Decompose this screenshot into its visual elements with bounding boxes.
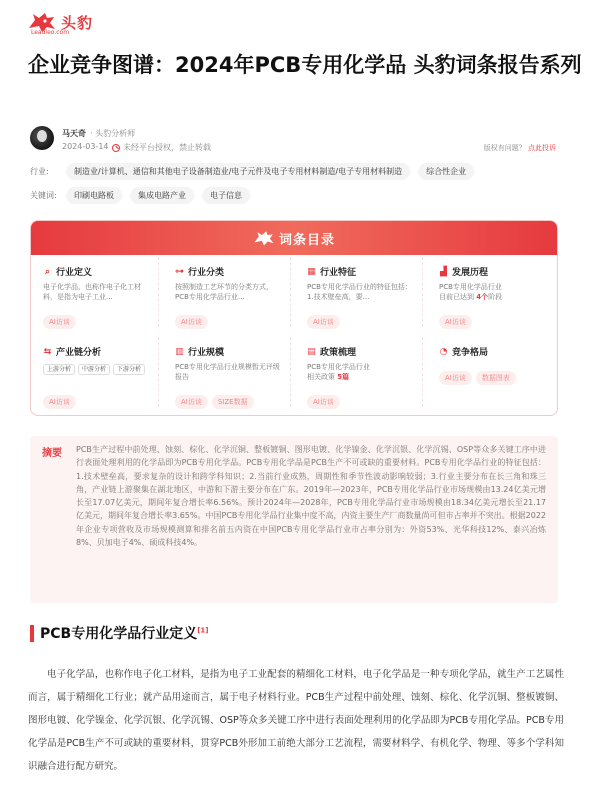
ai-interview-chip[interactable]: AI访谈 [439, 371, 472, 385]
industry-tag[interactable]: 综合性企业 [418, 163, 474, 180]
catalog-item-history[interactable] [427, 257, 555, 327]
history-stage-count: 4个 [476, 293, 489, 301]
history-desc-pre: PCB专用化学品行业 目前已达到 [439, 283, 502, 301]
section-accent-bar [30, 625, 34, 642]
abstract-label: 摘要 [42, 448, 62, 459]
catalog-item-desc [439, 282, 547, 302]
page-title: 企业竞争图谱：2024年PCB专用化学品 头豹词条报告系列 [28, 53, 582, 77]
catalog-item-title: 行业规模 [188, 348, 225, 358]
catalog-item-title: 行业特征 [320, 268, 357, 278]
catalog-item-policy[interactable] [295, 337, 423, 407]
chain-icon: ⇆ [43, 346, 52, 357]
copyright-question: 版权有问题？ [483, 144, 526, 152]
policy-icon: ▤ [307, 346, 316, 357]
industry-label: 行业: [30, 167, 49, 176]
pie-icon: ◔ [439, 346, 448, 357]
catalog-item-scale[interactable] [163, 337, 291, 407]
leopard-logo-icon [253, 229, 275, 247]
catalog-item-desc: PCB专用化学品行业的特征包括：1.技术壁垒高，要... [307, 283, 412, 301]
keyword-tag[interactable]: 集成电路产业 [130, 187, 194, 204]
ai-interview-chip[interactable]: AI访谈 [43, 315, 76, 329]
upstream-chip[interactable]: 上游分析 [43, 364, 75, 375]
catalog-item-desc [307, 362, 415, 382]
complaint-link[interactable]: 点此投诉 [528, 144, 556, 152]
catalog-item-title: 竞争格局 [452, 348, 489, 358]
catalog-item-classification[interactable] [163, 257, 291, 327]
grid-icon: ▦ [307, 266, 316, 277]
author-name[interactable]: 马天奇 [62, 129, 86, 138]
keyword-tags [30, 187, 258, 204]
section-body: 电子化学品，也称作电子化工材料，是指为电子工业配套的精细化工材料，电子化学品是一种专项化学品，就生产工艺属性而言，属于精细化工行业；就产品用途而言，属于电子材料行业。PCB生产过程中前处理、蚀刻、棕化、化学沉铜、整板镀铜、图形电镀、化学镍金、化学沉银、化学沉锡、OSP等众多关键工序中进行表面处理利用的化学品即为PCB专用化学品。PCB专用化学品是PCB生产不可或缺的重要材料，贯穿PCB外形加工前绝大部分工艺流程，需要材料学、有机化学、物理、等多个学科知识融合进行配方研究。 [28, 669, 564, 772]
keyword-tag[interactable]: 电子信息 [202, 187, 250, 204]
data-chart-chip[interactable]: 数据图表 [476, 371, 516, 385]
history-desc-post: 阶段 [488, 293, 503, 301]
catalog-item-title: 发展历程 [452, 268, 489, 278]
size-data-chip[interactable]: SIZE数据 [212, 395, 254, 409]
catalog-header [31, 221, 557, 255]
reprint-notice [112, 142, 211, 153]
industry-tags [30, 163, 482, 180]
chain-mini-chips [43, 364, 151, 375]
catalog-item-title: 行业定义 [56, 268, 93, 278]
ai-interview-chip[interactable]: AI访谈 [43, 395, 76, 409]
catalog-item-desc: PCB专用化学品行业规模暂无评级报告 [175, 363, 280, 381]
catalog-item-desc: 按照制造工艺环节的分类方式，PCB专用化学品行业... [175, 283, 273, 301]
catalog-item-title: 产业链分析 [56, 348, 102, 358]
midstream-chip[interactable]: 中游分析 [78, 364, 110, 375]
policy-desc-pre: PCB专用化学品行业 相关政策 [307, 363, 370, 381]
policy-count: 5篇 [337, 373, 350, 381]
catalog-item-title: 政策梳理 [320, 348, 357, 358]
catalog-title: 词条目录 [278, 232, 335, 248]
abstract-text: PCB生产过程中前处理、蚀刻、棕化、化学沉铜、整板镀铜、图形电镀、化学镍金、化学沉银、化学沉锡、OSP等众多关键工序中进行表面处理利用的化学品即为PCB专用化学品。PCB专用化学品是PCB生产不可或缺的重要材料。PCB专用化学品行业的特征包括：1.技术壁垒高，要求复杂的设计和跨学科知识；2.当前行业成熟，周期性和季节性波动影响较弱；3.行业主要分布在长三角和珠三角，产业链上游聚集在湖北地区，中游和下游主要分布在广东。2019年—2023年，PCB专用化学品行业市场规模由13.24亿美元增长至17.07亿美元，期间年复合增长率6.56%。预计2024年—2028年，PCB专用化学品行业市场规模由18.34亿美元增长至21.17亿美元，期间年复合增长率3.65%。中国PCB专用化学品行业集中度不高，内资主要生产厂商数量尚可但市占率并不突出。根据2022年企业专项营收及市场规模测算和排名前五内资在中国PCB专用化学品行业市占率分别为：外资53%、光华科技12%、泰兴冶炼8%、贝加电子4%、硕成科技4%。 [76, 445, 546, 548]
brand-domain: Leadleo.com [31, 29, 70, 36]
catalog-item-desc: 电子化学品，也称作电子化工材料，是指为电子工业... [43, 283, 141, 301]
ai-interview-chip[interactable]: AI访谈 [307, 395, 340, 409]
catalog-item-characteristics[interactable] [295, 257, 423, 327]
search-doc-icon: ⌕ [44, 266, 51, 277]
downstream-chip[interactable]: 下游分析 [113, 364, 145, 375]
keyword-label: 关键词: [30, 191, 57, 200]
author-role: · 头豹分析师 [90, 129, 136, 138]
catalog-item-title: 行业分类 [188, 268, 225, 278]
section-title [40, 623, 209, 643]
hierarchy-icon: ⊶ [175, 266, 184, 277]
catalog-item-competition[interactable] [427, 337, 555, 407]
ai-interview-chip[interactable]: AI访谈 [439, 315, 472, 329]
publish-date: 2024-03-14 [62, 142, 109, 151]
ai-interview-chip[interactable]: AI访谈 [175, 395, 208, 409]
brand-name: 头豹 [61, 13, 94, 32]
bar-chart-icon: ▟ [440, 266, 447, 277]
ai-interview-chip[interactable]: AI访谈 [307, 315, 340, 329]
industry-tag[interactable]: 制造业/计算机、通信和其他电子设备制造业/电子元件及电子专用材料制造/电子专用材料制造 [66, 163, 410, 180]
reprint-notice-text: 未经平台授权，禁止转载 [123, 143, 211, 152]
section-title-text: PCB专用化学品行业定义 [40, 626, 198, 642]
catalog-item-industry-chain[interactable] [31, 337, 159, 407]
keyword-tag[interactable]: 印刷电路板 [66, 187, 122, 204]
avatar[interactable] [30, 126, 54, 150]
catalog-item-definition[interactable] [31, 257, 159, 327]
scale-chart-icon: ▥ [175, 346, 184, 357]
copyright-complaint [484, 143, 556, 153]
ai-interview-chip[interactable]: AI访谈 [175, 315, 208, 329]
catalog-panel [30, 220, 558, 416]
forbidden-icon [112, 144, 120, 152]
abstract-box [30, 436, 558, 603]
footnote-ref[interactable]: [1] [197, 626, 209, 635]
